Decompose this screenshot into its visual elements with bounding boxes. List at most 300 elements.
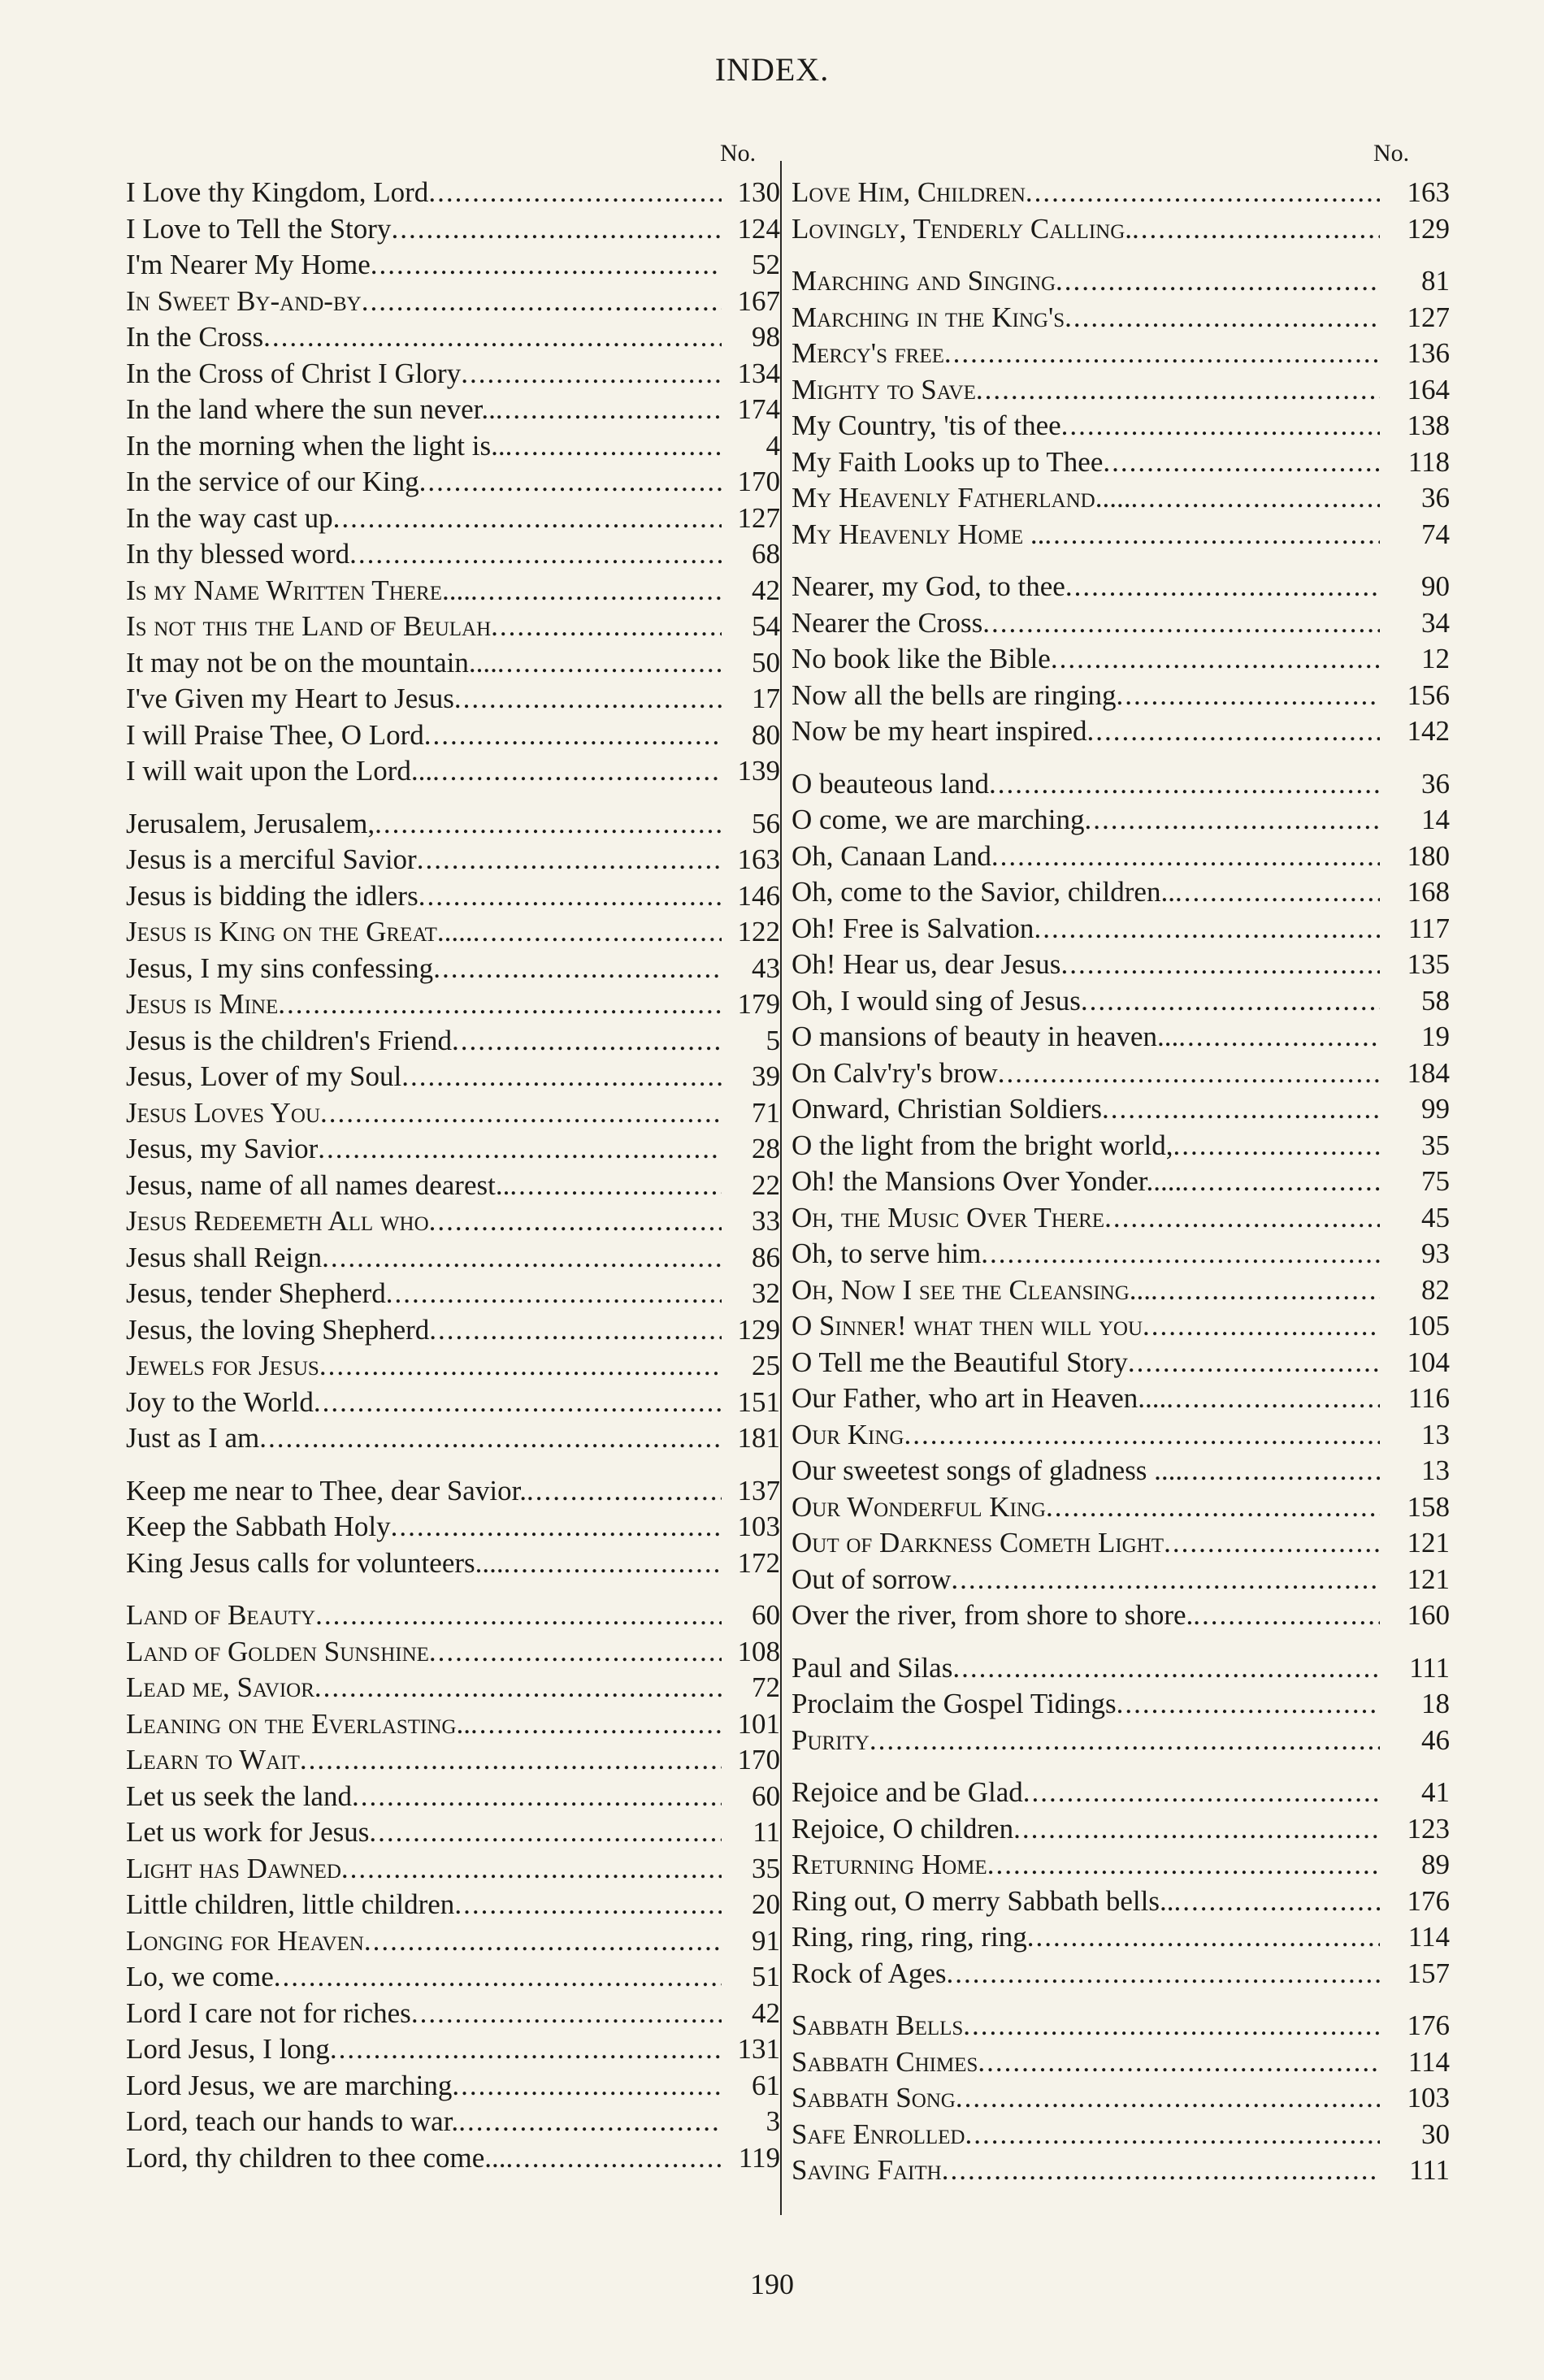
hymn-title: O the light from the bright world, [792, 1129, 1173, 1161]
hymn-title: Our King [792, 1418, 904, 1450]
hymn-number: 129 [737, 1313, 780, 1346]
section-gap [126, 790, 780, 806]
hymn-number: 32 [752, 1277, 780, 1309]
dot-leader [419, 464, 722, 501]
index-entry [792, 947, 1450, 983]
index-entry [126, 1168, 780, 1204]
column-divider [780, 161, 782, 2215]
index-entry [126, 211, 780, 248]
dot-leader [963, 2008, 1380, 2044]
index-entry [792, 713, 1450, 750]
dot-leader [981, 1236, 1380, 1272]
dot-leader [1051, 641, 1380, 678]
hymn-title: Let us seek the land [126, 1780, 352, 1812]
dot-leader [1013, 1811, 1380, 1848]
hymn-title: Ring, ring, ring, ring [792, 1921, 1027, 1953]
dot-leader [998, 1056, 1380, 1092]
hymn-number: 19 [1421, 1021, 1450, 1052]
index-entry [792, 444, 1450, 481]
dot-leader [1143, 1308, 1380, 1345]
index-entry [126, 609, 780, 645]
hymn-title: Jesus is Mine [126, 988, 279, 1020]
hymn-number: 174 [737, 393, 780, 425]
index-entry [792, 911, 1450, 947]
dot-leader [1044, 517, 1380, 553]
dot-leader [870, 1723, 1380, 1759]
hymn-number: 122 [737, 916, 780, 947]
index-entry [792, 1091, 1450, 1128]
hymn-number: 156 [1407, 678, 1450, 711]
hymn-number: 184 [1407, 1056, 1450, 1089]
hymn-number: 14 [1421, 804, 1450, 835]
hymn-number: 151 [737, 1385, 780, 1418]
hymn-title: In the Cross of Christ I Glory [126, 357, 462, 389]
hymn-number: 39 [752, 1060, 780, 1092]
page-title: INDEX. [714, 51, 830, 88]
page-number: 190 [750, 2268, 794, 2300]
hymn-number: 114 [1407, 2045, 1450, 2078]
dot-leader [1023, 1775, 1380, 1811]
index-entry [126, 1348, 780, 1385]
dot-leader [263, 319, 722, 356]
hymn-number: 4 [765, 429, 780, 462]
dot-leader [314, 1670, 722, 1706]
hymn-title: Over the river, from shore to shore. [792, 1599, 1194, 1631]
hymn-number: 179 [737, 988, 780, 1020]
index-entry [126, 1634, 780, 1671]
dot-leader [976, 372, 1380, 409]
index-entry [126, 356, 780, 392]
index-entry [126, 1312, 780, 1349]
hymn-number: 12 [1421, 643, 1450, 674]
index-entry [792, 1956, 1450, 1992]
dot-leader [417, 842, 722, 878]
index-entry [126, 247, 780, 284]
dot-leader [473, 914, 722, 951]
index-entry [792, 2152, 1450, 2189]
index-entry [126, 1509, 780, 1545]
hymn-title: O Sinner! what then will you [792, 1310, 1143, 1342]
hymn-number: 104 [1407, 1346, 1450, 1378]
hymn-number: 124 [737, 212, 780, 245]
dot-leader [504, 1545, 722, 1582]
hymn-title: My Heavenly Fatherland..... [792, 482, 1131, 514]
hymn-number: 137 [737, 1474, 780, 1506]
index-entry [126, 1814, 780, 1851]
index-entry [126, 1598, 780, 1634]
hymn-number: 42 [752, 1996, 780, 2029]
index-entry [792, 678, 1450, 714]
dot-leader [491, 609, 722, 645]
hymn-title: Lord Jesus, I long [126, 2033, 330, 2065]
hymn-title: Jesus is the children's Friend [126, 1024, 452, 1056]
dot-leader [942, 2152, 1380, 2189]
index-entry [126, 1131, 780, 1168]
index-entry [792, 372, 1450, 409]
dot-leader [278, 986, 722, 1023]
index-entry [792, 1525, 1450, 1562]
hymn-number: 33 [752, 1205, 780, 1237]
dot-leader [428, 175, 722, 211]
hymn-title: Little children, little children [126, 1888, 455, 1920]
index-entry [792, 1272, 1450, 1309]
hymn-title: Lead me, Savior [126, 1671, 314, 1703]
hymn-number: 35 [1421, 1129, 1450, 1161]
hymn-title: Mercy's free [792, 337, 944, 369]
index-entry [792, 983, 1450, 1020]
hymn-title: It may not be on the mountain.... [126, 646, 497, 678]
dot-leader [386, 1276, 722, 1312]
hymn-number: 93 [1421, 1238, 1450, 1269]
index-entry [126, 1203, 780, 1240]
index-column-left [126, 175, 780, 2176]
index-entry [792, 1489, 1450, 1526]
hymn-title: Now all the bells are ringing [792, 678, 1117, 711]
hymn-title: Oh! Hear us, dear Jesus [792, 948, 1061, 980]
index-entry [792, 300, 1450, 336]
hymn-number: 111 [1409, 1651, 1450, 1684]
hymn-title: Lord I care not for riches [126, 1996, 411, 2029]
index-entry [792, 211, 1450, 248]
index-entry [792, 1164, 1450, 1200]
hymn-title: Our Father, who art in Heaven.... [792, 1382, 1167, 1414]
index-entry [792, 175, 1450, 211]
hymn-title: Marching in the King's [792, 301, 1065, 333]
dot-leader [505, 428, 722, 465]
hymn-title: Just as I am [126, 1422, 260, 1454]
dot-leader [452, 1023, 722, 1060]
hymn-number: 72 [752, 1671, 780, 1703]
hymn-number: 131 [737, 2033, 780, 2065]
hymn-number: 101 [737, 1707, 780, 1740]
hymn-title: In Sweet By-and-by [126, 284, 362, 317]
hymn-title: Jesus, the loving Shepherd [126, 1313, 430, 1346]
hymn-title: I Love thy Kingdom, Lord [126, 176, 429, 208]
hymn-title: King Jesus calls for volunteers.... [126, 1546, 504, 1579]
hymn-title: Our Wonderful King [792, 1490, 1046, 1523]
hymn-title: Nearer, my God, to thee [792, 570, 1065, 602]
hymn-title: Saving Faith [792, 2154, 942, 2186]
index-entry [126, 914, 780, 951]
index-entry [792, 1650, 1450, 1687]
dot-leader [965, 2117, 1380, 2153]
section-gap [792, 750, 1450, 766]
hymn-title: Sabbath Song [792, 2082, 956, 2113]
hymn-title: Love Him, Children [792, 176, 1026, 208]
dot-leader [1116, 678, 1380, 714]
hymn-title: Safe Enrolled [792, 2118, 965, 2150]
dot-leader [471, 573, 722, 609]
dot-leader [1164, 1525, 1380, 1562]
hymn-title: Oh, come to the Savior, children.. [792, 876, 1175, 908]
index-entry [126, 986, 780, 1023]
hymn-number: 71 [752, 1096, 780, 1129]
dot-leader [1151, 1272, 1380, 1309]
hymn-number: 80 [752, 718, 780, 751]
hymn-title: Returning Home [792, 1849, 987, 1880]
hymn-number: 111 [1409, 2154, 1450, 2186]
hymn-title: Keep me near to Thee, dear Savior. [126, 1474, 527, 1506]
dot-leader [333, 501, 722, 537]
hymn-title: Ring out, O merry Sabbath bells.. [792, 1884, 1174, 1917]
hymn-title: In the Cross [126, 321, 264, 353]
hymn-number: 90 [1421, 570, 1450, 602]
hymn-title: In the land where the sun never.. [126, 393, 496, 425]
index-entry [126, 1887, 780, 1923]
hymn-title: In the way cast up [126, 501, 333, 534]
dot-leader [320, 1095, 722, 1132]
dot-leader [1182, 1164, 1380, 1200]
dot-leader [352, 1779, 722, 1815]
hymn-number: 41 [1421, 1776, 1450, 1808]
index-entry [792, 874, 1450, 911]
dot-leader [1046, 1489, 1380, 1526]
hymn-title: Rejoice and be Glad [792, 1776, 1023, 1808]
dot-leader [1061, 408, 1380, 444]
hymn-number: 52 [752, 249, 780, 280]
dot-leader [952, 1650, 1380, 1687]
hymn-number: 121 [1407, 1563, 1450, 1595]
index-entry [126, 501, 780, 537]
index-column-right [792, 175, 1450, 2189]
index-entry [792, 569, 1450, 605]
dot-leader [391, 1509, 722, 1545]
index-entry [126, 1706, 780, 1743]
hymn-title: My Country, 'tis of thee [792, 410, 1061, 441]
hymn-title: Out of Darkness Cometh Light [792, 1527, 1165, 1558]
dot-leader [951, 1562, 1380, 1598]
hymn-number: 81 [1421, 265, 1450, 297]
section-gap [126, 1457, 780, 1473]
index-entry [126, 1779, 780, 1815]
index-entry [792, 2008, 1450, 2044]
hymn-number: 18 [1421, 1688, 1450, 1719]
hymn-number: 117 [1407, 912, 1450, 944]
dot-leader [506, 2140, 722, 2177]
index-entry [126, 284, 780, 320]
index-entry [792, 1200, 1450, 1237]
hymn-number: 36 [1421, 482, 1450, 514]
hymn-title: Land of Beauty [126, 1599, 316, 1631]
index-entry [792, 1128, 1450, 1164]
dot-leader [991, 839, 1380, 875]
index-entry [126, 645, 780, 682]
hymn-number: 138 [1407, 410, 1450, 441]
hymn-number: 11 [752, 1816, 780, 1848]
index-entry [126, 1996, 780, 2032]
section-gap [792, 247, 1450, 263]
hymn-title: Jewels for Jesus [126, 1350, 319, 1381]
hymn-number: 103 [1407, 2082, 1450, 2113]
hymn-title: Jesus Redeemeth All who [126, 1205, 429, 1237]
dot-leader [904, 1417, 1380, 1454]
hymn-number: 167 [737, 284, 780, 317]
index-entry [126, 536, 780, 573]
dot-leader [510, 1168, 722, 1204]
index-entry [792, 1811, 1450, 1848]
hymn-title: Sabbath Bells [792, 2009, 964, 2041]
hymn-title: Oh! Free is Salvation [792, 912, 1034, 944]
hymn-number: 139 [737, 755, 780, 787]
hymn-title: Jesus, name of all names dearest.. [126, 1168, 510, 1201]
hymn-title: Jesus, Lover of my Soul [126, 1060, 402, 1092]
hymn-number: 116 [1407, 1382, 1450, 1414]
dot-leader [454, 681, 722, 717]
dot-leader [314, 1385, 722, 1421]
hymn-title: Now be my heart inspired [792, 715, 1087, 747]
hymn-title: Our sweetest songs of gladness .... [792, 1454, 1183, 1486]
hymn-title: I've Given my Heart to Jesus [126, 683, 454, 714]
index-entry [792, 480, 1450, 517]
dot-leader [318, 1131, 722, 1168]
index-entry [126, 681, 780, 717]
hymn-title: Lovingly, Tenderly Calling. [792, 212, 1133, 245]
hymn-number: 164 [1407, 373, 1450, 405]
dot-leader [300, 1742, 722, 1779]
hymn-title: Oh, I would sing of Jesus [792, 984, 1081, 1017]
dot-leader [419, 878, 722, 915]
dot-leader [274, 1959, 722, 1996]
hymn-title: Paul and Silas [792, 1651, 953, 1684]
index-entry [792, 1417, 1450, 1454]
dot-leader [527, 1473, 722, 1510]
section-gap [792, 1634, 1450, 1650]
hymn-number: 170 [737, 1744, 780, 1775]
index-entry [126, 319, 780, 356]
index-entry [126, 842, 780, 878]
hymn-title: Oh, the Music Over There [792, 1201, 1105, 1233]
dot-leader [369, 1814, 722, 1851]
index-entry [792, 1345, 1450, 1381]
dot-leader [989, 766, 1380, 803]
index-entry [792, 1884, 1450, 1920]
hymn-number: 127 [737, 501, 780, 534]
hymn-number: 45 [1421, 1201, 1450, 1233]
hymn-number: 43 [752, 952, 780, 984]
dot-leader [978, 2044, 1380, 2081]
hymn-number: 129 [1407, 212, 1450, 245]
hymn-number: 176 [1407, 2009, 1450, 2041]
dot-leader [454, 1887, 722, 1923]
hymn-number: 60 [752, 1780, 780, 1812]
hymn-number: 13 [1421, 1418, 1450, 1450]
index-entry [792, 1056, 1450, 1092]
index-entry [792, 766, 1450, 803]
hymn-title: Oh, Canaan Land [792, 839, 991, 872]
hymn-number: 170 [737, 466, 780, 497]
hymn-number: 36 [1421, 767, 1450, 800]
hymn-title: Leaning on the Everlasting.. [126, 1707, 471, 1740]
hymn-title: Rock of Ages [792, 1957, 947, 1989]
hymn-number: 5 [765, 1024, 780, 1056]
hymn-title: I Love to Tell the Story [126, 212, 392, 245]
hymn-title: Lord, teach our hands to war. [126, 2105, 459, 2137]
hymn-title: Lord Jesus, we are marching [126, 2069, 453, 2101]
hymn-number: 130 [737, 176, 780, 208]
hymn-number: 54 [752, 610, 780, 642]
hymn-title: Jesus is bidding the idlers [126, 879, 419, 912]
dot-leader [1128, 1345, 1380, 1381]
hymn-number: 82 [1421, 1273, 1450, 1306]
hymn-title: I will wait upon the Lord... [126, 755, 433, 787]
hymn-number: 119 [738, 2141, 780, 2174]
dot-leader [496, 392, 722, 428]
index-entry [126, 753, 780, 790]
dot-leader [1174, 1884, 1380, 1920]
hymn-number: 123 [1407, 1812, 1450, 1845]
dot-leader [433, 951, 722, 987]
dot-leader [1056, 263, 1380, 300]
hymn-number: 158 [1407, 1490, 1450, 1523]
hymn-number: 75 [1421, 1165, 1450, 1197]
hymn-number: 28 [752, 1133, 780, 1164]
hymn-number: 98 [752, 321, 780, 353]
hymn-number: 108 [737, 1635, 780, 1667]
index-entry [126, 1545, 780, 1582]
index-entry [792, 641, 1450, 678]
hymn-title: O come, we are marching [792, 804, 1085, 835]
hymn-title: On Calv'ry's brow [792, 1056, 998, 1089]
index-entry [792, 408, 1450, 444]
hymn-title: Is not this the Land of Beulah [126, 610, 492, 642]
dot-leader [471, 1706, 722, 1743]
hymn-title: In thy blessed word [126, 538, 350, 570]
hymn-title: Lord, thy children to thee come... [126, 2141, 506, 2174]
index-entry [126, 175, 780, 211]
dot-leader [429, 1312, 722, 1349]
hymn-title: Let us work for Jesus [126, 1816, 370, 1848]
hymn-number: 60 [752, 1599, 780, 1631]
hymn-title: Is my Name Written There.... [126, 574, 471, 606]
dot-leader [944, 336, 1380, 372]
hymn-title: Purity [792, 1723, 870, 1756]
hymn-number: 61 [752, 2069, 780, 2101]
index-entry [126, 1851, 780, 1888]
hymn-number: 142 [1407, 715, 1450, 747]
hymn-title: Oh, Now I see the Cleansing... [792, 1273, 1151, 1306]
index-entry [126, 1095, 780, 1132]
dot-leader [458, 2104, 722, 2140]
hymn-number: 160 [1407, 1599, 1450, 1631]
section-gap [792, 1758, 1450, 1775]
index-entry [792, 1598, 1450, 1634]
hymn-title: Land of Golden Sunshine [126, 1635, 429, 1667]
dot-leader [375, 806, 722, 843]
dot-leader [1130, 480, 1380, 517]
index-entry [126, 1473, 780, 1510]
hymn-title: Jesus, I my sins confessing [126, 952, 434, 984]
hymn-title: Jesus, my Savior [126, 1133, 319, 1164]
dot-leader [371, 247, 722, 284]
dot-leader [461, 356, 722, 392]
dot-leader [364, 1923, 722, 1960]
dot-leader [982, 605, 1380, 642]
hymn-number: 22 [752, 1168, 780, 1201]
hymn-number: 91 [752, 1924, 780, 1957]
index-entry [792, 1775, 1450, 1811]
hymn-number: 89 [1421, 1849, 1450, 1880]
dot-leader [987, 1847, 1380, 1884]
dot-leader [1034, 911, 1380, 947]
dot-leader [411, 1996, 722, 2032]
index-entry [792, 1236, 1450, 1272]
hymn-number: 114 [1407, 1921, 1450, 1953]
hymn-title: O Tell me the Beautiful Story [792, 1346, 1128, 1378]
hymn-title: Joy to the World [126, 1385, 314, 1418]
hymn-title: In the service of our King [126, 466, 419, 497]
dot-leader [362, 284, 722, 320]
index-entry [126, 1420, 780, 1457]
